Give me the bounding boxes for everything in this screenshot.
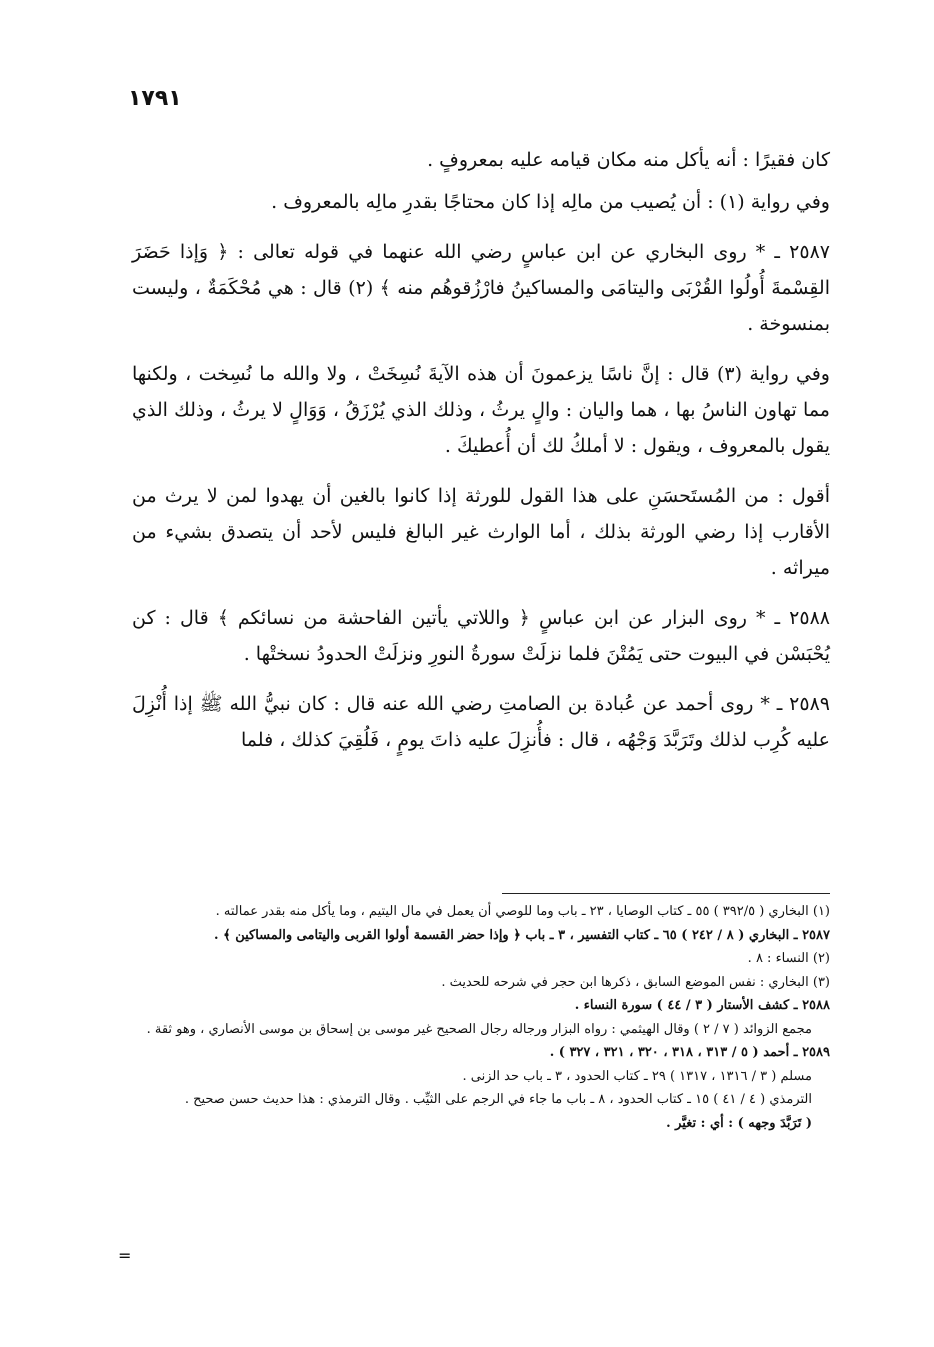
paragraph-commentary: أقول : من المُستَحسَنِ على هذا القول للورثة إذا كانوا بالغين أن يهدوا لمن لا يرث من الأقارب إذا رضي الورثة بذلك ، أما الوارث غير البالغ فليس لأحد أن يتصدق بشيء من ميراثه . bbox=[132, 485, 830, 579]
footnote-1: (١) البخاري ( ٣٩٢/٥ ) ٥٥ ـ كتاب الوصايا ، ٢٣ ـ باب وما للوصي أن يعمل في مال اليتيم ، وما يأكل منه بقدر عمالته . bbox=[215, 904, 830, 919]
paragraph-narration-1: وفي رواية (١) : أن يُصيب من مالِه إذا كان محتاجًا بقدرِ مالِه بالمعروف . bbox=[271, 191, 830, 213]
hadith-2588: ٢٥٨٨ ـ * روى البزار عن ابن عباسٍ ﴿ واللاتي يأتين الفاحشة من نسائكم ﴾ قال : كن يُحْبَسْن في البيوت حتى يَمُتْنَ فلما نزلَتْ سورةُ النورِ ونزلَتْ الحدودُ نسختْها . bbox=[132, 607, 830, 665]
margin-mark: = bbox=[118, 1246, 132, 1265]
footnote-2588: ٢٥٨٨ ـ كشف الأستار ( ٣ / ٤٤ ) سورة النساء . bbox=[574, 998, 830, 1013]
hadith-2587: ٢٥٨٧ ـ * روى البخاري عن ابن عباسٍ رضي الله عنهما في قوله تعالى : ﴿ وَإذا حَضَرَ القِسْمةَ أُولُوا القُرْبَى واليتامَى والمساكينُ فارْزُقوهُم منه ﴾ (٢) قال : هي مُحْكَمَةٌ ، وليست بمنسوخة . bbox=[132, 241, 830, 335]
hadith-2589: ٢٥٨٩ ـ * روى أحمد عن عُبادة بن الصامتِ رضي الله عنه قال : كان نبيُّ الله ﷺ إذا أُنْزِلَ عليه كُرِب لذلك وتَرَبَّدَ وَجْهُه ، قال : فأُنزِلَ عليه ذاتَ يومٍ ، فَلُقِيَ كذلك ، فلما bbox=[132, 693, 830, 751]
footnote-majma: مجمع الزوائد ( ٧ / ٢ ) وقال الهيثمي : رواه البزار ورجاله رجال الصحيح غير موسى بن إسحاق بن موسى الأنصاري ، وهو ثقة . bbox=[146, 1021, 812, 1037]
footnote-2: (٢) النساء : ٨ . bbox=[747, 951, 830, 966]
footnote-gloss: ( تَرَبَّدَ وجهه ) : أي : تغيَّر . bbox=[666, 1115, 812, 1131]
main-text bbox=[132, 142, 830, 772]
footnote-3: (٣) البخاري : نفس الموضع السابق ، ذكرها ابن حجر في شرحه للحديث . bbox=[441, 974, 830, 990]
footnote-2587: ٢٥٨٧ ـ البخاري ( ٨ / ٢٤٢ ) ٦٥ ـ كتاب التفسير ، ٣ ـ باب ﴿ وإذا حضر القسمة أولوا القربى واليتامى والمساكين ﴾ . bbox=[214, 927, 830, 943]
paragraph-continuation: كان فقيرًا : أنه يأكل منه مكان قيامه عليه بمعروفٍ . bbox=[427, 149, 830, 171]
footnote-2589: ٢٥٨٩ ـ أحمد ( ٥ / ٣١٣ ، ٣١٨ ، ٣٢٠ ، ٣٢١ ، ٣٢٧ ) . bbox=[549, 1045, 830, 1060]
paragraph-narration-3: وفي رواية (٣) قال : إنَّ ناسًا يزعمونَ أن هذه الآيةَ نُسِخَتْ ، ولا والله ما نُسِخت ، ولكنها مما تهاون الناسُ بها ، هما واليان : والٍ يرثُ ، وذلك الذي يُرْزَقُ ، وَوَالٍ لا يرثُ ، وذلك الذي يقول بالمعروف ، ويقول : لا أملكُ لك أن أُعطيكَ . bbox=[132, 363, 830, 457]
footnote-muslim: مسلم ( ٣ / ١٣١٦ ، ١٣١٧ ) ٢٩ ـ كتاب الحدود ، ٣ ـ باب حد الزنى . bbox=[462, 1068, 812, 1084]
footnote-divider bbox=[502, 893, 830, 894]
page-number: ١٧٩١ bbox=[128, 86, 182, 111]
footnotes bbox=[130, 900, 830, 1135]
footnote-tirmidhi: الترمذي ( ٤ / ٤١ ) ١٥ ـ كتاب الحدود ، ٨ ـ باب ما جاء في الرجم على الثيِّب . وقال الترمذي : هذا حديث حسن صحيح . bbox=[184, 1092, 812, 1107]
